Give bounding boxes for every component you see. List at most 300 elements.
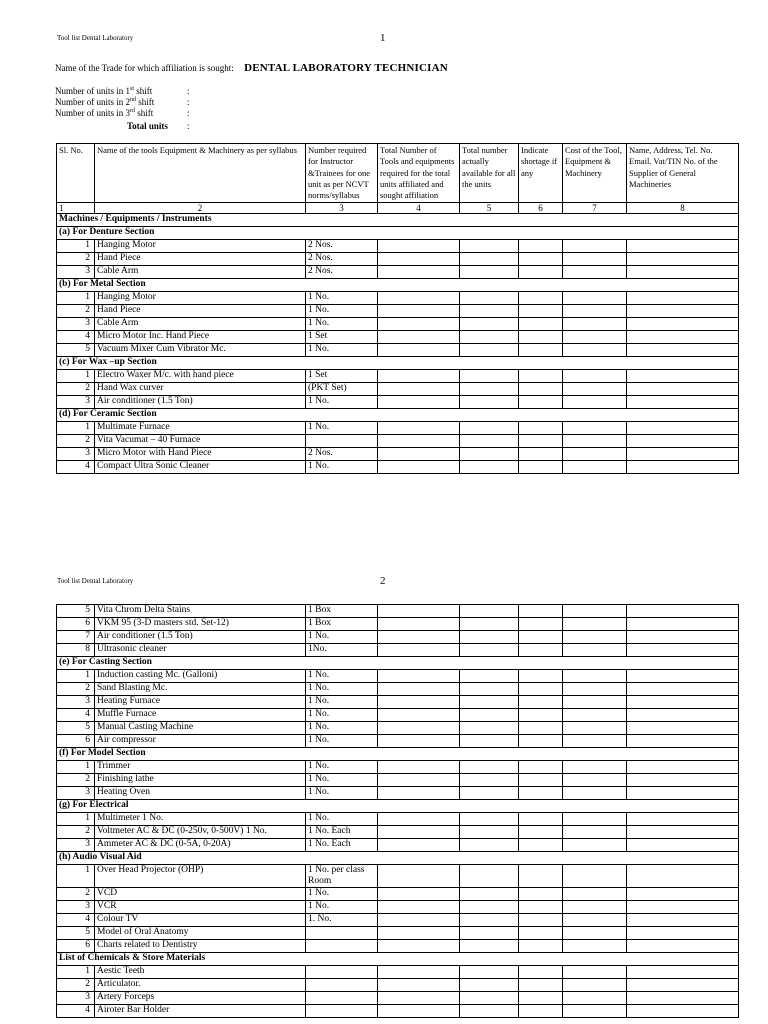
section-heading-row [57,800,739,813]
sl-number-cell: 1 [57,761,95,774]
empty-cell [519,605,563,618]
sl-number-cell: 5 [57,344,95,357]
empty-cell [460,683,519,696]
item-name-cell: Articulator. [95,979,306,992]
quantity-cell: 1 No. [306,631,378,644]
empty-cell [627,631,739,644]
table-row [57,696,739,709]
column-number: 7 [563,203,627,214]
quantity-cell: 1 No. per class Room [306,865,378,888]
empty-cell [519,422,563,435]
column-header: Name of the tools Equipment & Machinery as per syllabus [95,144,306,203]
empty-cell [627,344,739,357]
shift-ordinal: rd [130,108,135,114]
item-name-cell: Model of Oral Anatomy [95,927,306,940]
shift-3-line [55,108,190,118]
empty-cell [460,435,519,448]
empty-cell [519,383,563,396]
empty-cell [627,901,739,914]
item-name-cell: Voltmeter AC & DC (0-250v, 0-500V) 1 No. [95,826,306,839]
table-row [57,435,739,448]
empty-cell [519,344,563,357]
empty-cell [563,787,627,800]
table-row [57,927,739,940]
empty-cell [378,318,460,331]
item-name-cell: Cable Arm [95,266,306,279]
empty-cell [378,631,460,644]
equipment-table [56,143,739,474]
empty-cell [563,839,627,852]
empty-cell [519,722,563,735]
sl-number-cell: 5 [57,605,95,618]
empty-cell [627,735,739,748]
empty-cell [563,826,627,839]
empty-cell [460,670,519,683]
empty-cell [627,839,739,852]
sl-number-cell: 2 [57,683,95,696]
section-heading: (d) For Ceramic Section [57,409,739,422]
empty-cell [378,448,460,461]
empty-cell [563,813,627,826]
quantity-cell: 1 No. [306,787,378,800]
quantity-cell: 1 Set [306,331,378,344]
shift-ordinal: st [130,86,135,92]
empty-cell [519,865,563,888]
empty-cell [563,644,627,657]
empty-cell [627,266,739,279]
item-name-cell: Heating Furnace [95,696,306,709]
total-units-label: Total units [127,121,168,131]
empty-cell [563,240,627,253]
item-name-cell: Manual Casting Machine [95,722,306,735]
empty-cell [627,370,739,383]
empty-cell [460,966,519,979]
empty-cell [563,331,627,344]
item-name-cell: Heating Oven [95,787,306,800]
column-number: 1 [57,203,95,214]
empty-cell [627,722,739,735]
quantity-cell: 1 No. Each [306,826,378,839]
item-name-cell: Compact Ultra Sonic Cleaner [95,461,306,474]
shift-colon: : [187,108,190,118]
quantity-cell: 1 No. [306,396,378,409]
sl-number-cell: 1 [57,292,95,305]
empty-cell [627,292,739,305]
item-name-cell: Artery Forceps [95,992,306,1005]
quantity-cell: 1 No. [306,683,378,696]
sl-number-cell: 2 [57,774,95,787]
empty-cell [460,331,519,344]
empty-cell [627,331,739,344]
sl-number-cell: 5 [57,722,95,735]
empty-cell [378,292,460,305]
empty-cell [460,318,519,331]
empty-cell [378,940,460,953]
column-number: 8 [627,203,739,214]
quantity-cell: 1 No. [306,292,378,305]
empty-cell [460,722,519,735]
equipment-table-continued [56,604,739,1018]
sl-number-cell: 5 [57,927,95,940]
empty-cell [378,914,460,927]
shift-2-line [55,97,190,107]
empty-cell [519,292,563,305]
empty-cell [378,461,460,474]
table-row [57,422,739,435]
quantity-cell: 1 No. [306,722,378,735]
empty-cell [563,253,627,266]
empty-cell [627,396,739,409]
column-number: 3 [306,203,378,214]
quantity-cell: (PKT Set) [306,383,378,396]
sl-number-cell: 3 [57,396,95,409]
item-name-cell: Vacuum Mixer Cum Vibrator Mc. [95,344,306,357]
quantity-cell [306,1005,378,1018]
sl-number-cell: 2 [57,888,95,901]
empty-cell [627,992,739,1005]
empty-cell [460,253,519,266]
empty-cell [460,396,519,409]
section-heading-row [57,409,739,422]
sl-number-cell: 7 [57,631,95,644]
section-heading-row [57,357,739,370]
sl-number-cell: 3 [57,992,95,1005]
empty-cell [460,839,519,852]
empty-cell [460,305,519,318]
empty-cell [563,865,627,888]
empty-cell [378,865,460,888]
quantity-cell: 1 No. [306,709,378,722]
quantity-cell [306,992,378,1005]
sl-number-cell: 2 [57,305,95,318]
shift-colon: : [187,97,190,107]
empty-cell [519,940,563,953]
empty-cell [460,901,519,914]
table-row [57,979,739,992]
sl-number-cell: 4 [57,914,95,927]
empty-cell [563,266,627,279]
table-row [57,940,739,953]
empty-cell [378,344,460,357]
item-name-cell: Hanging Motor [95,240,306,253]
shift-suffix: shift [135,108,154,118]
empty-cell [563,914,627,927]
empty-cell [378,396,460,409]
table-row [57,253,739,266]
empty-cell [378,813,460,826]
quantity-cell: 1 Box [306,605,378,618]
quantity-cell: 1 No. [306,344,378,357]
table-row [57,839,739,852]
column-header: Sl. No. [57,144,95,203]
table-row [57,709,739,722]
empty-cell [627,813,739,826]
table-row [57,618,739,631]
shift-label: Number of units in 2 [55,97,130,107]
section-heading-row [57,657,739,670]
empty-cell [519,735,563,748]
empty-cell [519,927,563,940]
shift-suffix: shift [134,86,153,96]
empty-cell [563,735,627,748]
empty-cell [378,826,460,839]
item-name-cell: Trimmer [95,761,306,774]
quantity-cell [306,979,378,992]
quantity-cell: 2 Nos. [306,253,378,266]
empty-cell [460,422,519,435]
item-name-cell: Induction casting Mc. (Galloni) [95,670,306,683]
empty-cell [460,865,519,888]
empty-cell [519,266,563,279]
item-name-cell: Sand Blasting Mc. [95,683,306,696]
item-name-cell: Air conditioner (1.5 Ton) [95,396,306,409]
empty-cell [519,318,563,331]
empty-cell [378,992,460,1005]
quantity-cell: 1 Box [306,618,378,631]
empty-cell [519,644,563,657]
item-name-cell: Muffle Furnace [95,709,306,722]
empty-cell [460,370,519,383]
shift-label: Number of units in 3 [55,108,130,118]
item-name-cell: VCR [95,901,306,914]
sl-number-cell: 3 [57,266,95,279]
empty-cell [378,787,460,800]
sl-number-cell: 3 [57,901,95,914]
empty-cell [378,683,460,696]
page-number: 1 [380,32,386,44]
item-name-cell: Air conditioner (1.5 Ton) [95,631,306,644]
empty-cell [627,865,739,888]
empty-cell [378,670,460,683]
empty-cell [519,631,563,644]
table-row [57,396,739,409]
empty-cell [460,383,519,396]
empty-cell [460,940,519,953]
running-header: Tool list Dental Laboratory [57,577,134,585]
empty-cell [378,888,460,901]
empty-cell [627,383,739,396]
item-name-cell: Charts related to Dentistry [95,940,306,953]
empty-cell [627,318,739,331]
section-heading: Machines / Equipments / Instruments [57,214,739,227]
sl-number-cell: 3 [57,318,95,331]
quantity-cell: 1. No. [306,914,378,927]
empty-cell [378,422,460,435]
empty-cell [378,722,460,735]
empty-cell [627,761,739,774]
column-number: 4 [378,203,460,214]
empty-cell [627,888,739,901]
table-row [57,240,739,253]
section-heading-row [57,748,739,761]
sl-number-cell: 1 [57,240,95,253]
sl-number-cell: 1 [57,670,95,683]
empty-cell [563,370,627,383]
item-name-cell: Multimate Furnace [95,422,306,435]
item-name-cell: Over Head Projector (OHP) [95,865,306,888]
quantity-cell: 1 No. [306,696,378,709]
sl-number-cell: 4 [57,709,95,722]
empty-cell [519,992,563,1005]
quantity-cell: 1 Set [306,370,378,383]
empty-cell [378,370,460,383]
table-row [57,683,739,696]
shift-ordinal: nd [130,97,136,103]
table-body [57,605,739,1018]
empty-cell [627,644,739,657]
empty-cell [627,940,739,953]
table-row [57,383,739,396]
empty-cell [627,605,739,618]
quantity-cell [306,927,378,940]
empty-cell [563,605,627,618]
empty-cell [378,305,460,318]
empty-cell [563,344,627,357]
quantity-cell: 2 Nos. [306,266,378,279]
empty-cell [460,826,519,839]
table-row [57,865,739,888]
item-name-cell: Electro Waxer M/c. with hand piece [95,370,306,383]
empty-cell [519,839,563,852]
empty-cell [460,292,519,305]
table-row [57,761,739,774]
item-name-cell: Vita Chrom Delta Stains [95,605,306,618]
table-row [57,448,739,461]
empty-cell [460,813,519,826]
quantity-cell: 1 No. [306,774,378,787]
empty-cell [378,618,460,631]
empty-cell [519,914,563,927]
page-2 [0,540,768,1024]
empty-cell [519,670,563,683]
empty-cell [563,631,627,644]
empty-cell [378,435,460,448]
sl-number-cell: 4 [57,331,95,344]
quantity-cell: 1 No. [306,305,378,318]
column-header: Name, Address, Tel. No. Email. Vat/TIN No. of the Supplier of General Machineries [627,144,739,203]
item-name-cell: Ultrasonic cleaner [95,644,306,657]
empty-cell [460,927,519,940]
table-row [57,992,739,1005]
empty-cell [460,992,519,1005]
sl-number-cell: 2 [57,979,95,992]
empty-cell [627,696,739,709]
table-row [57,735,739,748]
quantity-cell: 1 No. [306,670,378,683]
item-name-cell: Multimeter 1 No. [95,813,306,826]
empty-cell [563,774,627,787]
quantity-cell: 2 Nos. [306,240,378,253]
item-name-cell: Hanging Motor [95,292,306,305]
empty-cell [627,240,739,253]
quantity-cell: 1 No. [306,735,378,748]
empty-cell [378,253,460,266]
empty-cell [460,888,519,901]
empty-cell [519,813,563,826]
empty-cell [378,839,460,852]
item-name-cell: Airoter Bar Holder [95,1005,306,1018]
table-row [57,774,739,787]
table-row [57,331,739,344]
quantity-cell: 1 No. [306,813,378,826]
empty-cell [627,618,739,631]
empty-cell [460,644,519,657]
sl-number-cell: 2 [57,383,95,396]
sl-number-cell: 2 [57,253,95,266]
empty-cell [563,709,627,722]
item-name-cell: Hand Wax curver [95,383,306,396]
sl-number-cell: 6 [57,940,95,953]
table-row [57,670,739,683]
quantity-cell [306,966,378,979]
empty-cell [460,631,519,644]
item-name-cell: Micro Motor Inc. Hand Piece [95,331,306,344]
empty-cell [460,461,519,474]
empty-cell [460,448,519,461]
item-name-cell: Hand Piece [95,253,306,266]
item-name-cell: Colour TV [95,914,306,927]
empty-cell [627,448,739,461]
empty-cell [563,901,627,914]
empty-cell [460,605,519,618]
empty-cell [378,331,460,344]
sl-number-cell: 6 [57,735,95,748]
item-name-cell: Aestic Teeth [95,966,306,979]
empty-cell [519,435,563,448]
empty-cell [378,383,460,396]
table-row [57,644,739,657]
column-number: 6 [519,203,563,214]
empty-cell [563,396,627,409]
sl-number-cell: 6 [57,618,95,631]
item-name-cell: Micro Motor with Hand Piece [95,448,306,461]
shift-colon: : [187,86,190,96]
section-heading-row [57,852,739,865]
empty-cell [378,761,460,774]
sl-number-cell: 3 [57,696,95,709]
empty-cell [519,761,563,774]
empty-cell [627,435,739,448]
empty-cell [563,683,627,696]
column-header: Total number actually available for all the units [460,144,519,203]
empty-cell [563,1005,627,1018]
empty-cell [460,787,519,800]
empty-cell [627,253,739,266]
quantity-cell: 1 No. [306,901,378,914]
column-header: Indicate shortage if any [519,144,563,203]
shift-1-line [55,86,190,96]
empty-cell [460,1005,519,1018]
empty-cell [627,979,739,992]
empty-cell [627,461,739,474]
empty-cell [460,774,519,787]
empty-cell [519,787,563,800]
shift-suffix: shift [136,97,155,107]
empty-cell [627,305,739,318]
empty-cell [519,888,563,901]
quantity-cell: 1No. [306,644,378,657]
empty-cell [378,735,460,748]
section-heading: (h) Audio Visual Aid [57,852,739,865]
empty-cell [519,683,563,696]
empty-cell [519,305,563,318]
table-row [57,901,739,914]
empty-cell [519,826,563,839]
quantity-cell: 1 No. [306,761,378,774]
empty-cell [563,305,627,318]
column-number: 2 [95,203,306,214]
item-name-cell: Finishing lathe [95,774,306,787]
